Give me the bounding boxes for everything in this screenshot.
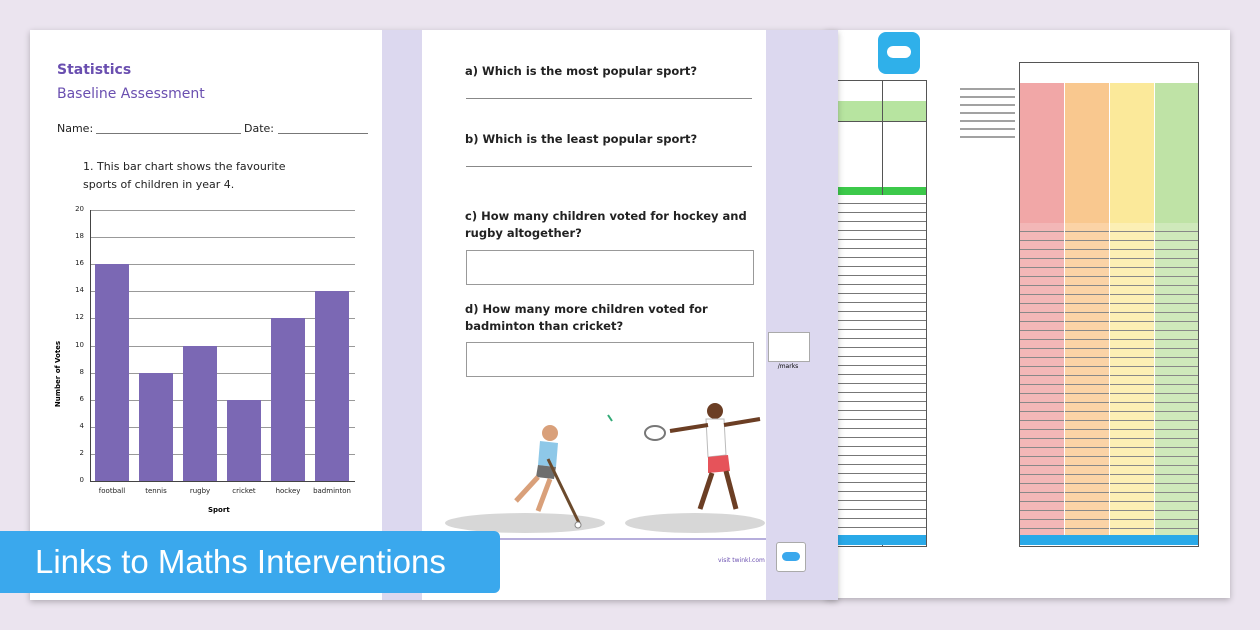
question-c: c) How many children voted for hockey and rugby altogether? bbox=[465, 209, 747, 240]
y-tick-label: 14 bbox=[75, 286, 84, 295]
x-tick-label: badminton bbox=[313, 487, 351, 495]
bar-rugby bbox=[183, 346, 217, 482]
y-tick-label: 20 bbox=[75, 205, 84, 213]
col-orange-rows bbox=[1065, 223, 1109, 535]
y-tick-label: 4 bbox=[79, 421, 84, 430]
x-tick-label: rugby bbox=[189, 487, 211, 495]
bar-chart bbox=[30, 200, 380, 520]
y-tick-label: 6 bbox=[79, 394, 84, 403]
name-field[interactable] bbox=[96, 133, 241, 134]
col-green-rows bbox=[1155, 223, 1198, 535]
bar-badminton bbox=[315, 291, 349, 481]
col-yellow-rows bbox=[1110, 223, 1154, 535]
gridline bbox=[90, 210, 355, 211]
y-tick-label: 8 bbox=[79, 367, 84, 376]
spreadsheet-page bbox=[825, 30, 1230, 598]
page-subtitle: Baseline Assessment bbox=[57, 86, 205, 102]
bar-cricket bbox=[227, 400, 261, 481]
bar-hockey bbox=[271, 318, 305, 481]
x-tick-label: hockey bbox=[275, 487, 301, 495]
spreadsheet-left-table bbox=[837, 80, 927, 547]
page-title: Statistics bbox=[57, 62, 132, 78]
hockey-player-icon bbox=[516, 425, 581, 528]
marks-label: /marks bbox=[777, 363, 799, 370]
spreadsheet-labels bbox=[960, 82, 1015, 142]
sports-illustration bbox=[430, 385, 766, 535]
bar-football bbox=[95, 264, 129, 481]
bar-tennis bbox=[139, 373, 173, 481]
gridline bbox=[90, 264, 355, 265]
footer-url[interactable]: visit twinkl.com bbox=[718, 557, 765, 564]
answer-line-b[interactable] bbox=[466, 166, 752, 167]
shadow-right bbox=[625, 513, 765, 533]
x-axis-label: Sport bbox=[208, 506, 230, 514]
y-axis bbox=[90, 210, 91, 482]
shadow-left bbox=[445, 513, 605, 533]
footer-logo-icon bbox=[776, 542, 806, 572]
y-tick-label: 12 bbox=[75, 313, 84, 322]
badminton-player-icon bbox=[608, 403, 760, 509]
question-1-text: 1. This bar chart shows the favourite sports of children in year 4. bbox=[83, 160, 286, 191]
col-yellow bbox=[1110, 83, 1154, 223]
answer-line-a[interactable] bbox=[466, 98, 752, 99]
spreadsheet-right-table bbox=[1019, 62, 1199, 547]
twinkl-logo-icon bbox=[878, 32, 920, 74]
y-tick-label: 10 bbox=[75, 340, 84, 349]
spreadsheet-total-row bbox=[838, 535, 926, 545]
x-axis bbox=[90, 481, 355, 482]
col-orange bbox=[1065, 83, 1109, 223]
y-tick-label: 16 bbox=[75, 259, 84, 268]
y-tick-label: 2 bbox=[79, 448, 84, 457]
marks-box[interactable] bbox=[768, 332, 810, 362]
y-axis-label: Number of Votes bbox=[54, 340, 62, 408]
question-b: b) Which is the least popular sport? bbox=[465, 132, 698, 146]
date-field[interactable] bbox=[278, 133, 368, 134]
answer-box-c[interactable] bbox=[466, 250, 754, 285]
worksheet-page bbox=[30, 30, 838, 600]
col-red-rows bbox=[1020, 223, 1064, 535]
spreadsheet-rows bbox=[838, 195, 926, 535]
x-tick-label: tennis bbox=[145, 487, 167, 495]
interventions-banner[interactable]: Links to Maths Interventions bbox=[0, 531, 500, 593]
x-tick-label: football bbox=[98, 487, 126, 495]
gridline bbox=[90, 237, 355, 238]
x-tick-label: cricket bbox=[232, 487, 256, 495]
question-d: d) How many more children voted for badminton than cricket? bbox=[465, 302, 708, 333]
col-red bbox=[1020, 83, 1064, 223]
date-label: Date: bbox=[244, 122, 274, 135]
y-tick-label: 0 bbox=[79, 476, 84, 484]
col-green bbox=[1155, 83, 1198, 223]
answer-box-d[interactable] bbox=[466, 342, 754, 377]
question-a: a) Which is the most popular sport? bbox=[465, 64, 698, 78]
right-total-row bbox=[1020, 535, 1198, 545]
name-label: Name: bbox=[57, 122, 94, 135]
lavender-band-right bbox=[766, 30, 838, 600]
y-tick-label: 18 bbox=[75, 232, 84, 241]
lavender-band-left bbox=[382, 30, 422, 600]
